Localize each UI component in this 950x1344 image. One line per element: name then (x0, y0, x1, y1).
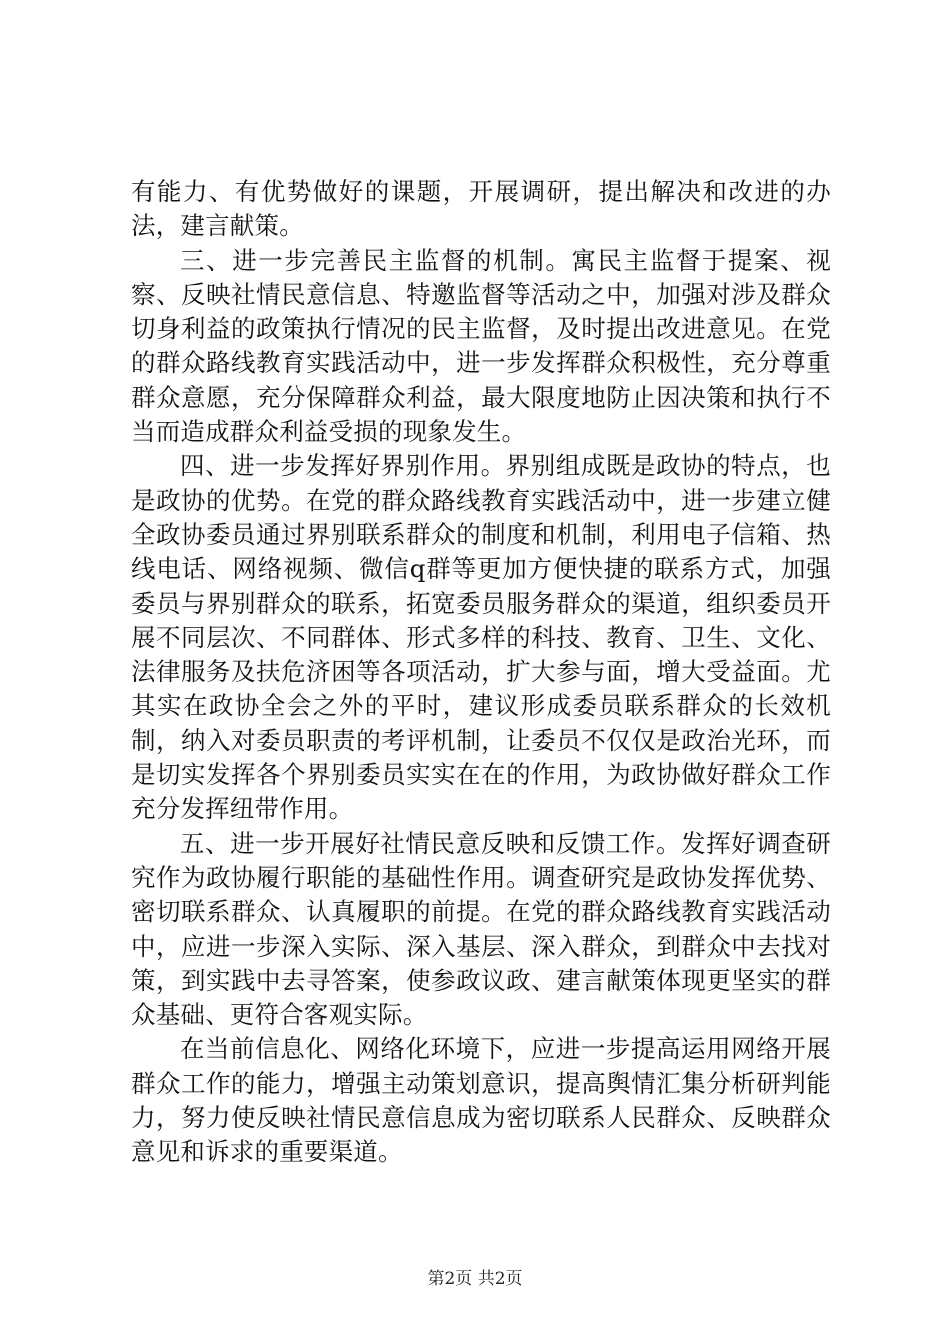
paragraph-section-three: 三、进一步完善民主监督的机制。寓民主监督于提案、视察、反映社情民意信息、特邀监督等活动之中，加强对涉及群众切身利益的政策执行情况的民主监督，及时提出改进意见。在党的群众路线教育实践活动中，进一步发挥群众积极性，充分尊重群众意愿，充分保障群众利益，最大限度地防止因决策和执行不当而造成群众利益受损的现象发生。 (131, 245, 831, 447)
paragraph-section-four: 四、进一步发挥好界别作用。界别组成既是政协的特点，也是政协的优势。在党的群众路线教育实践活动中，进一步建立健全政协委员通过界别联系群众的制度和机制，利用电子信箱、热线电话、网络视频、微信q群等更加方便快捷的联系方式，加强委员与界别群众的联系，拓宽委员服务群众的渠道，组织委员开展不同层次、不同群体、形式多样的科技、教育、卫生、文化、法律服务及扶危济困等各项活动，扩大参与面，增大受益面。尤其实在政协全会之外的平时，建议形成委员联系群众的长效机制，纳入对委员职责的考评机制，让委员不仅仅是政治光环，而是切实发挥各个界别委员实实在在的作用，为政协做好群众工作充分发挥纽带作用。 (131, 451, 831, 824)
page-number-footer: 第2页 共2页 (427, 1269, 523, 1289)
document-body (131, 175, 831, 1170)
paragraph-continuation: 有能力、有优势做好的课题，开展调研，提出解决和改进的办法，建言献策。 (131, 177, 831, 241)
paragraph-section-five: 五、进一步开展好社情民意反映和反馈工作。发挥好调查研究作为政协履行职能的基础性作用。调查研究是政协发挥优势、密切联系群众、认真履职的前提。在党的群众路线教育实践活动中，应进一步深入实际、深入基层、深入群众，到群众中去找对策，到实践中去寻答案，使参政议政、建言献策体现更坚实的群众基础、更符合客观实际。 (131, 828, 831, 1030)
paragraph-closing: 在当前信息化、网络化环境下，应进一步提高运用网络开展群众工作的能力，增强主动策划意识，提高舆情汇集分析研判能力，努力使反映社情民意信息成为密切联系人民群众、反映群众意见和诉求的重要渠道。 (131, 1034, 831, 1167)
